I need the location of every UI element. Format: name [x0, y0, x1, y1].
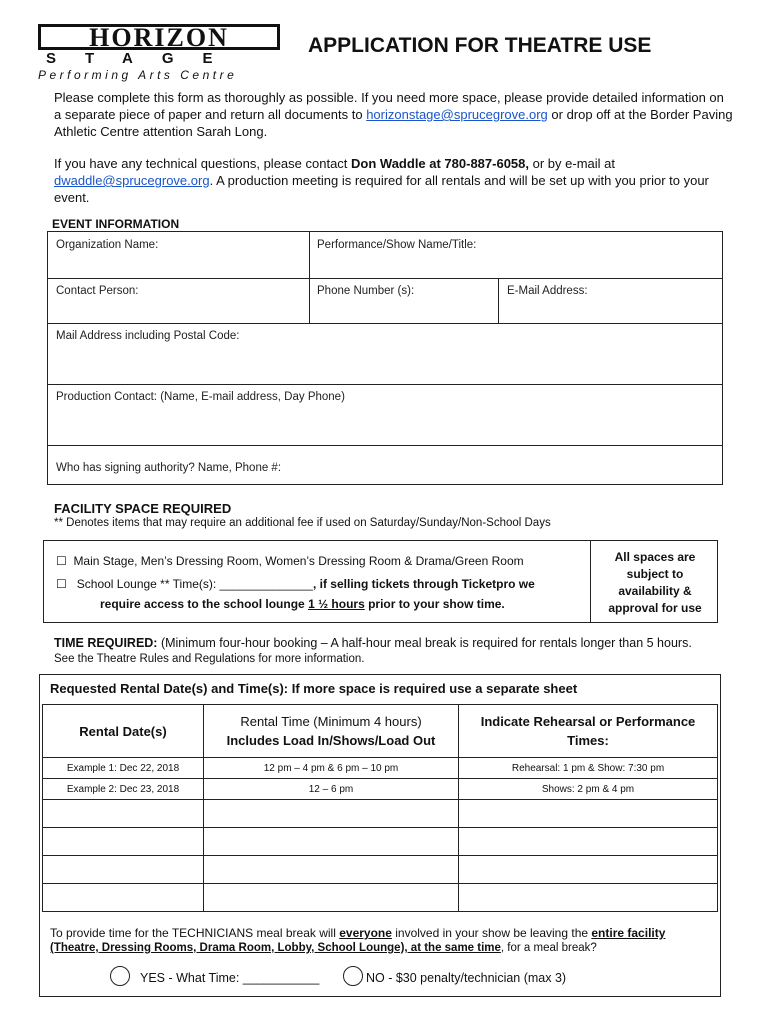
production-contact-field[interactable]: Production Contact: (Name, E-mail address, Day Phone)	[56, 391, 345, 403]
phone-number-field[interactable]: Phone Number (s):	[317, 285, 415, 297]
rental-time-header	[204, 705, 459, 758]
divider	[590, 541, 591, 622]
rental-date-header: Rental Date(s)	[43, 705, 204, 758]
performance-times-header: Indicate Rehearsal or Performance Times:	[459, 705, 718, 758]
rental-date-cell[interactable]	[43, 884, 204, 912]
intro-paragraph-1	[54, 89, 734, 140]
ticketpro-text: , if selling tickets through Ticketpro we	[312, 577, 535, 591]
performance-times-cell[interactable]	[459, 884, 718, 912]
rental-table	[42, 704, 718, 912]
no-radio[interactable]	[343, 966, 363, 986]
email-address-field[interactable]: E-Mail Address:	[507, 285, 588, 297]
divider	[48, 323, 722, 324]
school-lounge-option[interactable]	[56, 577, 535, 591]
rental-date-cell[interactable]	[43, 856, 204, 884]
divider	[48, 278, 722, 279]
event-info-box	[47, 231, 723, 485]
table-row	[43, 779, 718, 800]
availability-note: All spaces are subject to availability & approval for use	[608, 550, 702, 615]
facility-heading: FACILITY SPACE REQUIRED	[54, 501, 232, 516]
main-stage-checkbox[interactable]: ☐	[56, 554, 67, 568]
time-required-text	[54, 636, 692, 650]
performance-times-cell[interactable]	[459, 856, 718, 884]
rental-time-cell[interactable]	[204, 828, 459, 856]
page-title: APPLICATION FOR THEATRE USE	[308, 34, 652, 57]
performance-times-cell[interactable]: Rehearsal: 1 pm & Show: 7:30 pm	[459, 758, 718, 779]
performance-times-cell[interactable]: Shows: 2 pm & 4 pm	[459, 779, 718, 800]
yes-radio[interactable]	[110, 966, 130, 986]
contact-text-end: . A production meeting is required for all rentals and will be set up with you prior to your event.	[54, 173, 709, 205]
school-lounge-checkbox[interactable]: ☐	[56, 577, 67, 591]
performance-times-cell[interactable]	[459, 828, 718, 856]
no-label: NO - $30 penalty/technician (max 3)	[366, 971, 567, 985]
rental-date-cell[interactable]: Example 1: Dec 22, 2018	[43, 758, 204, 779]
rental-time-cell[interactable]	[204, 856, 459, 884]
rental-date-cell[interactable]: Example 2: Dec 23, 2018	[43, 779, 204, 800]
table-row	[43, 800, 718, 828]
intro-text: Please complete this form as thoroughly as possible. If you need more space, please provide detailed information on a separate piece of paper and return all documents to	[54, 90, 724, 122]
divider	[498, 278, 499, 323]
divider	[309, 232, 310, 323]
meal-entire-facility: entire facility	[591, 926, 666, 940]
contact-text-mid: or by e-mail at	[529, 156, 615, 171]
show-name-field[interactable]: Performance/Show Name/Title:	[317, 239, 477, 251]
table-row	[43, 884, 718, 912]
signing-authority-field[interactable]: Who has signing authority? Name, Phone #:	[56, 462, 282, 474]
meal-locations: (Theatre, Dressing Rooms, Drama Room, Lobby, School Lounge), at the same time	[50, 942, 501, 954]
dwaddle-email-link[interactable]: dwaddle@sprucegrove.org	[54, 173, 210, 188]
logo-subtitle: Performing Arts Centre	[38, 68, 238, 82]
mail-address-field[interactable]: Mail Address including Postal Code:	[56, 330, 240, 342]
lounge-access-note	[100, 597, 505, 611]
facility-note: ** Denotes items that may require an additional fee if used on Saturday/Sunday/Non-School Days	[54, 517, 551, 529]
logo-horizon-text: HORIZON	[38, 24, 280, 50]
rental-date-cell[interactable]	[43, 828, 204, 856]
school-lounge-label: School Lounge ** Time(s): ______________	[76, 577, 313, 591]
rental-time-cell[interactable]: 12 – 6 pm	[204, 779, 459, 800]
rental-time-cell[interactable]	[204, 800, 459, 828]
rental-heading: Requested Rental Date(s) and Time(s): If more space is required use a separate sheet	[50, 681, 578, 696]
contact-person-field[interactable]: Contact Person:	[56, 285, 139, 297]
event-info-heading: EVENT INFORMATION	[52, 217, 180, 231]
rental-time-cell[interactable]	[204, 884, 459, 912]
meal-everyone: everyone	[339, 926, 392, 940]
meal-break-question-line2	[50, 942, 597, 954]
rental-time-header-line1: Rental Time (Minimum 4 hours)	[240, 714, 422, 729]
rental-table-header	[43, 705, 718, 758]
performance-times-cell[interactable]	[459, 800, 718, 828]
organization-name-field[interactable]: Organization Name:	[56, 239, 159, 251]
rental-time-header-line2: Includes Load In/Shows/Load Out	[226, 733, 436, 748]
table-row	[43, 828, 718, 856]
main-stage-label: Main Stage, Men’s Dressing Room, Women’s Dressing Room & Drama/Green Room	[73, 554, 524, 568]
time-required-line2: See the Theatre Rules and Regulations for more information.	[54, 653, 365, 665]
table-row	[43, 856, 718, 884]
horizon-stage-logo	[38, 24, 280, 80]
rental-date-cell[interactable]	[43, 800, 204, 828]
divider	[48, 445, 722, 446]
intro-paragraph-2	[54, 155, 734, 206]
lounge-access-text-end: prior to your show time.	[364, 597, 505, 611]
meal-text-mid: involved in your show be leaving the	[391, 926, 592, 940]
horizonstage-email-link[interactable]: horizonstage@sprucegrove.org	[366, 107, 548, 122]
meal-text: To provide time for the TECHNICIANS meal break will	[50, 926, 340, 940]
lounge-access-text: require access to the school lounge	[100, 597, 309, 611]
meal-text-end: , for a meal break?	[500, 942, 597, 954]
contact-phone: Don Waddle at 780-887-6058,	[351, 156, 530, 171]
logo-stage-text: STAGE	[46, 50, 242, 67]
divider	[48, 384, 722, 385]
time-required-heading: TIME REQUIRED:	[54, 636, 158, 650]
contact-text: If you have any technical questions, please contact	[54, 156, 352, 171]
meal-break-question	[50, 926, 665, 940]
time-required-note: (Minimum four-hour booking – A half-hour meal break is required for rentals longer than 5 hours.	[157, 636, 692, 650]
facility-box	[43, 540, 718, 623]
intro-text-end: or drop off at the Border Paving Athletic Centre attention Sarah Long.	[54, 107, 733, 139]
main-stage-option[interactable]	[56, 554, 524, 568]
lounge-access-hours: 1 ½ hours	[308, 597, 365, 611]
yes-label: YES - What Time: ___________	[140, 971, 320, 985]
rental-time-cell[interactable]: 12 pm – 4 pm & 6 pm – 10 pm	[204, 758, 459, 779]
table-row	[43, 758, 718, 779]
